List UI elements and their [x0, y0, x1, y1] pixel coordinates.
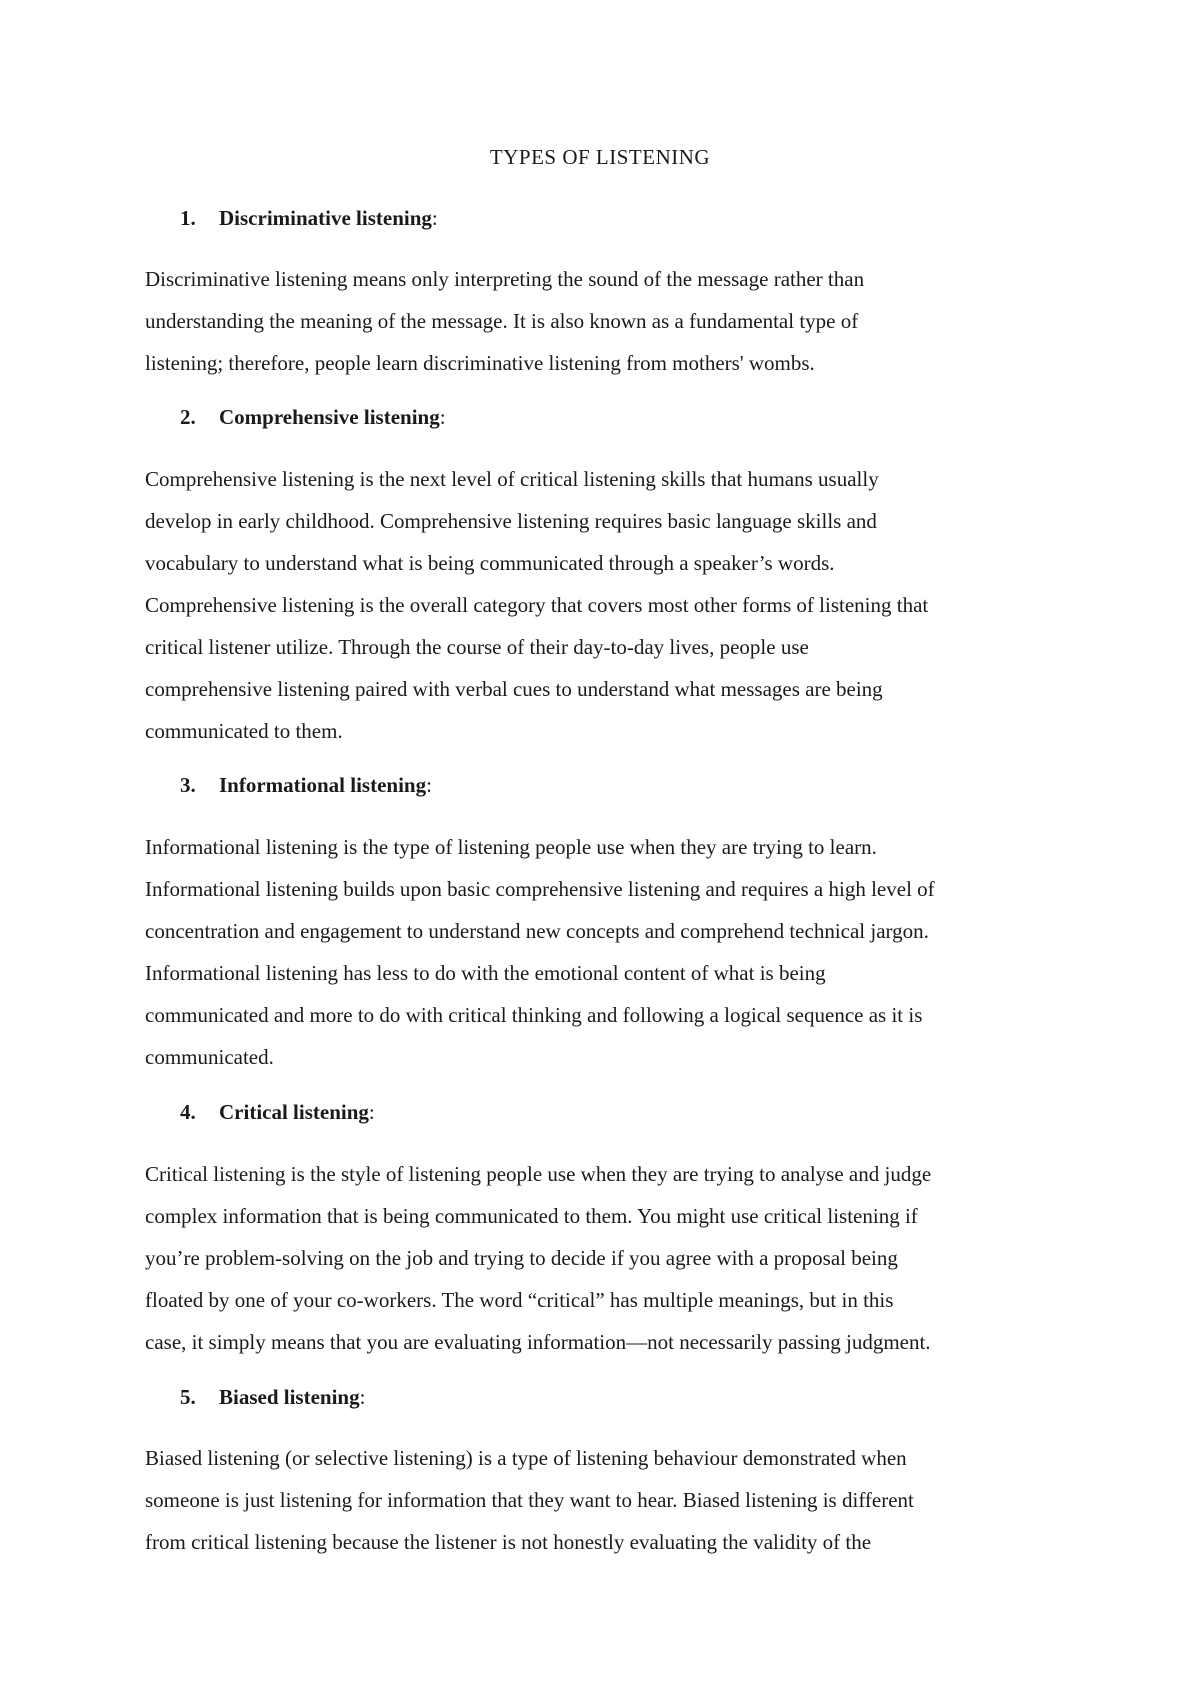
- paragraph-line: communicated to them.: [145, 719, 343, 743]
- paragraph-line: case, it simply means that you are evaluating information—not necessarily passing judgment.: [145, 1330, 931, 1354]
- heading-colon: :: [431, 206, 438, 230]
- section-heading-text: Discriminative listening: [219, 206, 432, 230]
- section-heading-discriminative: [180, 203, 438, 233]
- section-paragraph-biased: [145, 1437, 1065, 1563]
- section-heading-text: Informational listening: [219, 773, 427, 797]
- section-heading-comprehensive: [180, 402, 446, 432]
- section-number: 3.: [180, 773, 196, 797]
- section-heading-text: Critical listening: [219, 1100, 369, 1124]
- paragraph-line: you’re problem-solving on the job and trying to decide if you agree with a proposal being: [145, 1246, 898, 1270]
- heading-colon: :: [439, 405, 446, 429]
- paragraph-line: someone is just listening for information that they want to hear. Biased listening is different: [145, 1488, 914, 1512]
- paragraph-line: communicated and more to do with critical thinking and following a logical sequence as it is: [145, 1003, 923, 1027]
- section-number: 5.: [180, 1385, 196, 1409]
- paragraph-line: Comprehensive listening is the next level of critical listening skills that humans usually: [145, 467, 879, 491]
- section-heading-critical: [180, 1097, 375, 1127]
- section-paragraph-critical: [145, 1153, 1065, 1363]
- paragraph-line: Comprehensive listening is the overall category that covers most other forms of listening that: [145, 593, 929, 617]
- paragraph-line: vocabulary to understand what is being communicated through a speaker’s words.: [145, 551, 835, 575]
- paragraph-line: Informational listening builds upon basic comprehensive listening and requires a high level of: [145, 877, 935, 901]
- paragraph-line: develop in early childhood. Comprehensive listening requires basic language skills and: [145, 509, 877, 533]
- section-heading-informational: [180, 770, 432, 800]
- section-heading-biased: [180, 1382, 365, 1412]
- paragraph-line: Discriminative listening means only interpreting the sound of the message rather than: [145, 267, 865, 291]
- section-number: 2.: [180, 405, 196, 429]
- section-paragraph-discriminative: [145, 258, 1065, 384]
- section-paragraph-informational: [145, 826, 1065, 1078]
- paragraph-line: Critical listening is the style of listening people use when they are trying to analyse and judge: [145, 1162, 932, 1186]
- section-number: 1.: [180, 206, 196, 230]
- paragraph-line: listening; therefore, people learn discriminative listening from mothers' wombs.: [145, 351, 815, 375]
- heading-colon: :: [359, 1385, 366, 1409]
- paragraph-line: comprehensive listening paired with verbal cues to understand what messages are being: [145, 677, 883, 701]
- section-paragraph-comprehensive: [145, 458, 1065, 752]
- paragraph-line: Informational listening is the type of listening people use when they are trying to learn.: [145, 835, 877, 859]
- paragraph-line: communicated.: [145, 1045, 274, 1069]
- heading-colon: :: [368, 1100, 375, 1124]
- section-heading-text: Comprehensive listening: [219, 405, 440, 429]
- paragraph-line: from critical listening because the listener is not honestly evaluating the validity of the: [145, 1530, 872, 1554]
- section-heading-text: Biased listening: [219, 1385, 360, 1409]
- paragraph-line: understanding the meaning of the message. It is also known as a fundamental type of: [145, 309, 859, 333]
- document-title: TYPES OF LISTENING: [489, 145, 711, 169]
- paragraph-line: floated by one of your co-workers. The word “critical” has multiple meanings, but in this: [145, 1288, 894, 1312]
- paragraph-line: Biased listening (or selective listening) is a type of listening behaviour demonstrated when: [145, 1446, 907, 1470]
- section-number: 4.: [180, 1100, 196, 1124]
- paragraph-line: concentration and engagement to understand new concepts and comprehend technical jargon.: [145, 919, 929, 943]
- paragraph-line: Informational listening has less to do with the emotional content of what is being: [145, 961, 826, 985]
- heading-colon: :: [426, 773, 432, 797]
- paragraph-line: critical listener utilize. Through the course of their day-to-day lives, people use: [145, 635, 809, 659]
- paragraph-line: complex information that is being communicated to them. You might use critical listening if: [145, 1204, 918, 1228]
